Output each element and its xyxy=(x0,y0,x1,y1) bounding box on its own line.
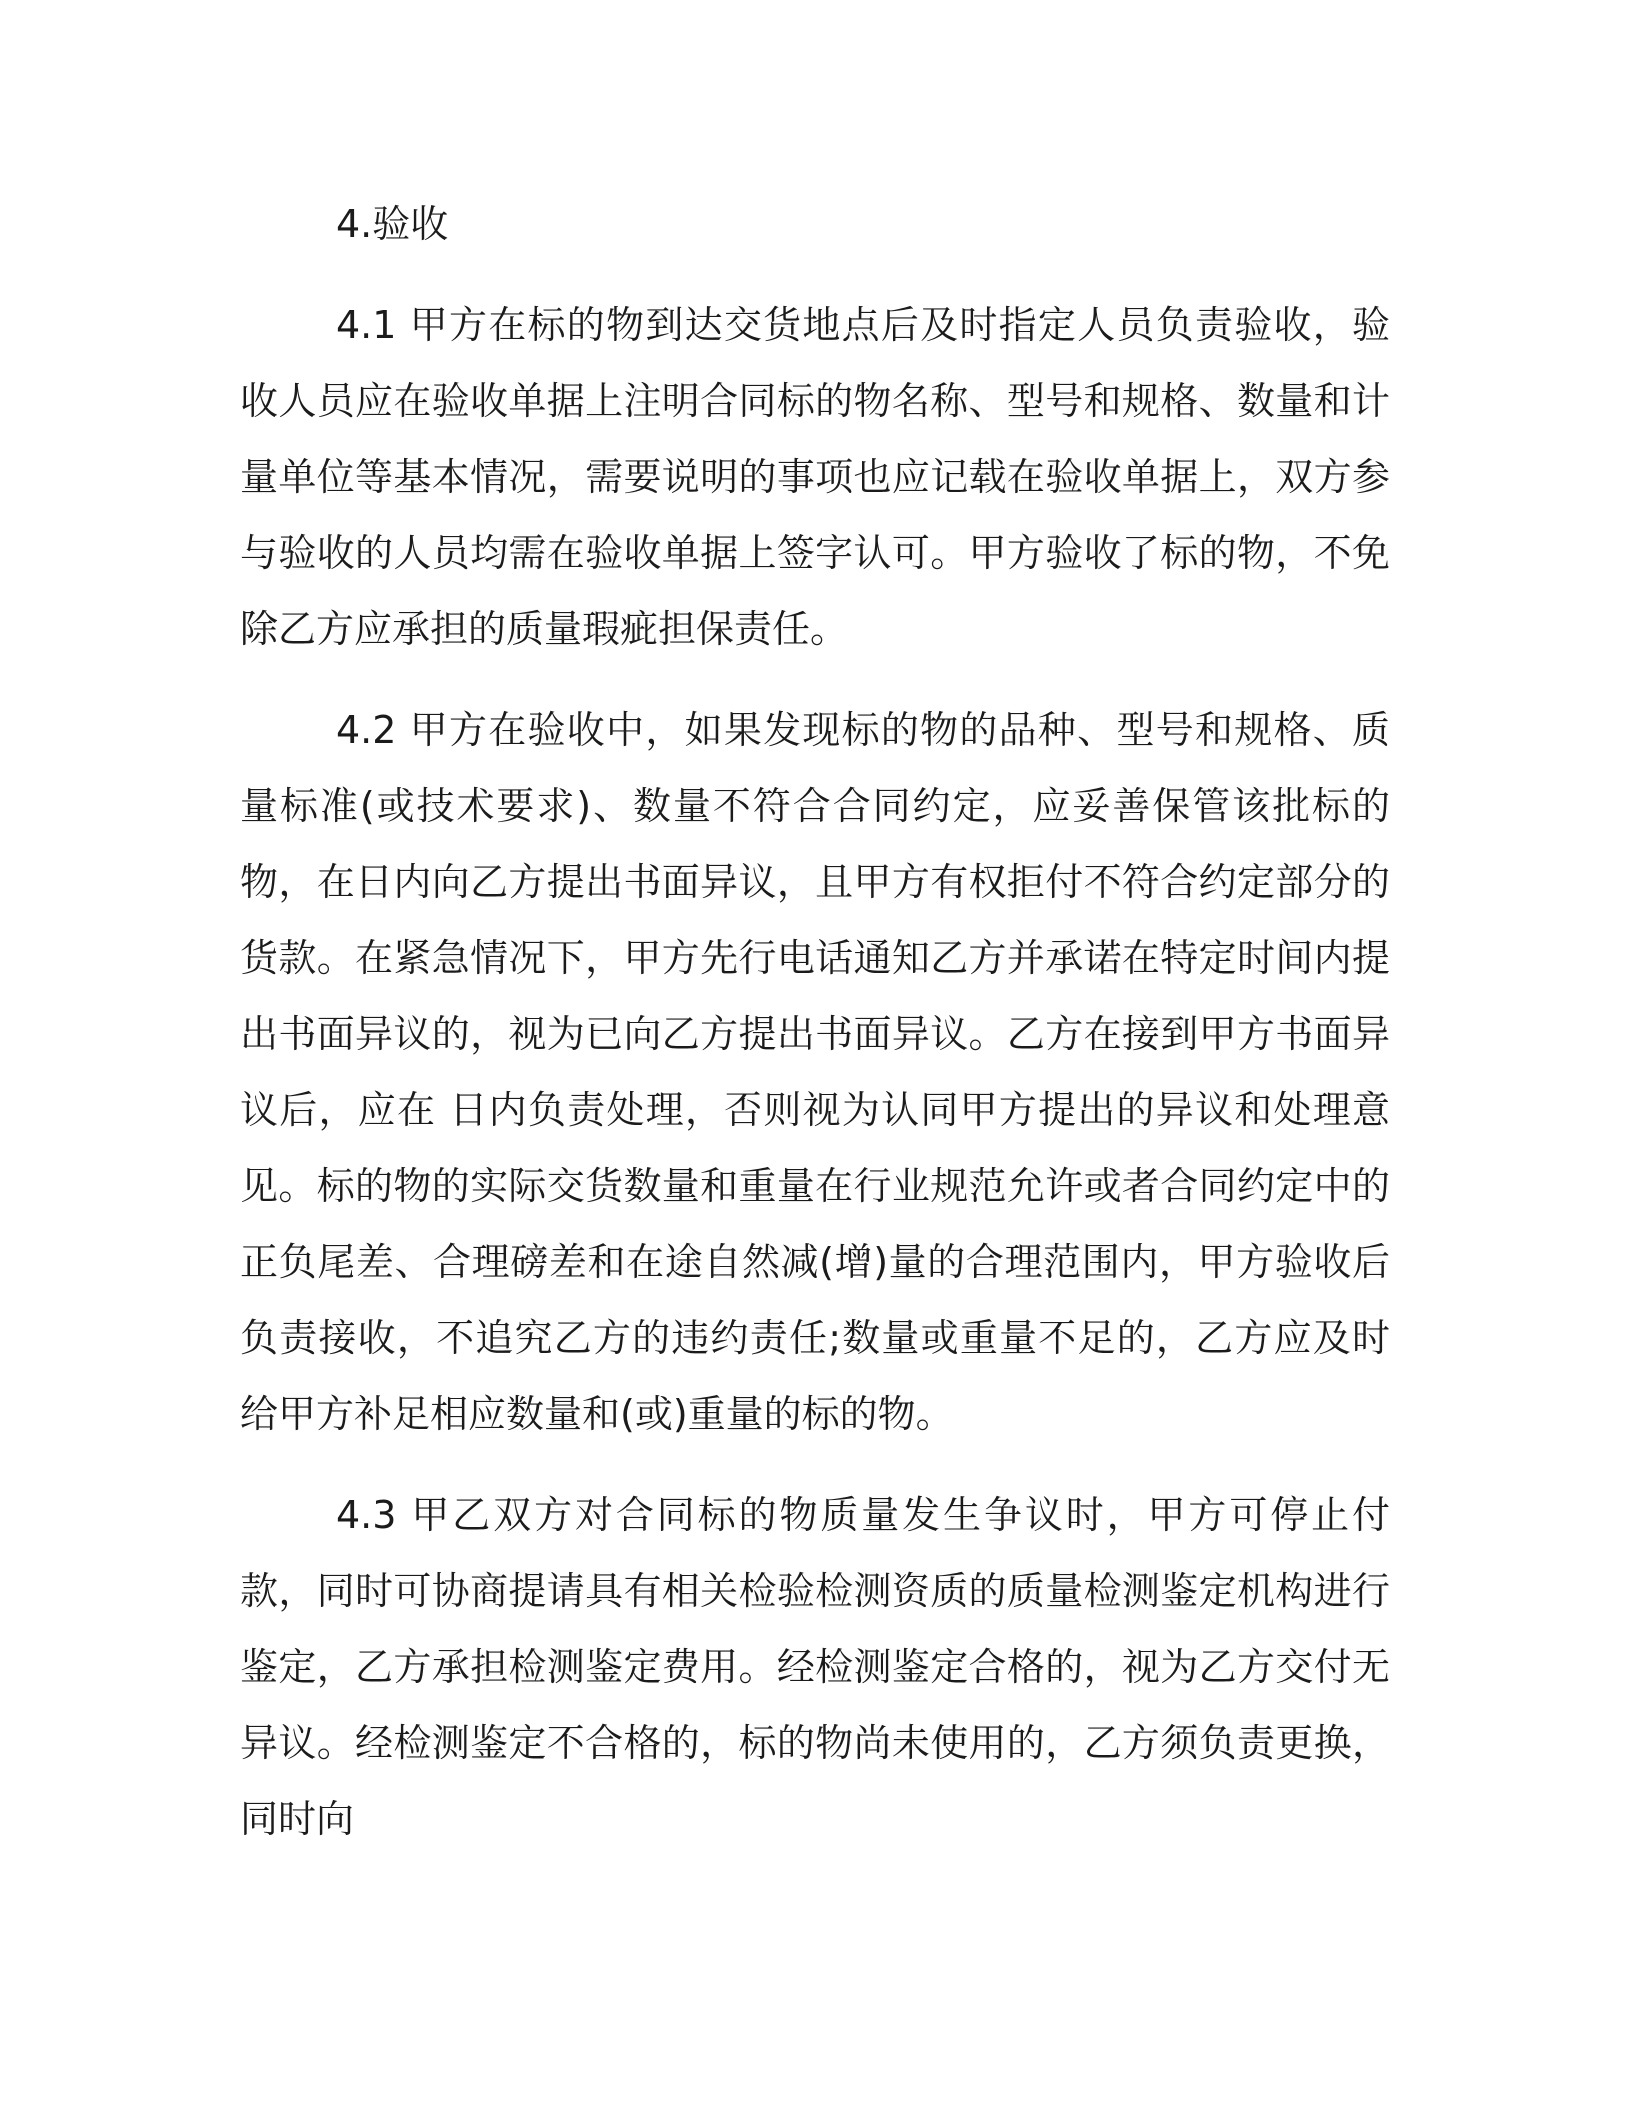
document-body xyxy=(240,186,1390,1857)
paragraph-4-3: 4.3 甲乙双方对合同标的物质量发生争议时，甲方可停止付款，同时可协商提请具有相关检验检测资质的质量检测鉴定机构进行鉴定，乙方承担检测鉴定费用。经检测鉴定合格的，视为乙方交付无异议。经检测鉴定不合格的，标的物尚未使用的，乙方须负责更换，同时向 xyxy=(240,1493,1390,1841)
section-heading: 4.验收 xyxy=(336,202,449,246)
paragraph-4-2: 4.2 甲方在验收中，如果发现标的物的品种、型号和规格、质量标准(或技术要求)、数量不符合合同约定，应妥善保管该批标的物，在日内向乙方提出书面异议，且甲方有权拒付不符合约定部分的货款。在紧急情况下，甲方先行电话通知乙方并承诺在特定时间内提出书面异议的，视为已向乙方提出书面异议。乙方在接到甲方书面异议后，应在 日内负责处理，否则视为认同甲方提出的异议和处理意见。标的物的实际交货数量和重量在行业规范允许或者合同约定中的正负尾差、合理磅差和在途自然减(增)量的合理范围内，甲方验收后负责接收，不追究乙方的违约责任;数量或重量不足的，乙方应及时给甲方补足相应数量和(或)重量的标的物。 xyxy=(240,708,1390,1436)
paragraph-4-1: 4.1 甲方在标的物到达交货地点后及时指定人员负责验收，验收人员应在验收单据上注明合同标的物名称、型号和规格、数量和计量单位等基本情况，需要说明的事项也应记载在验收单据上，双方参与验收的人员均需在验收单据上签字认可。甲方验收了标的物，不免除乙方应承担的质量瑕疵担保责任。 xyxy=(240,303,1390,651)
